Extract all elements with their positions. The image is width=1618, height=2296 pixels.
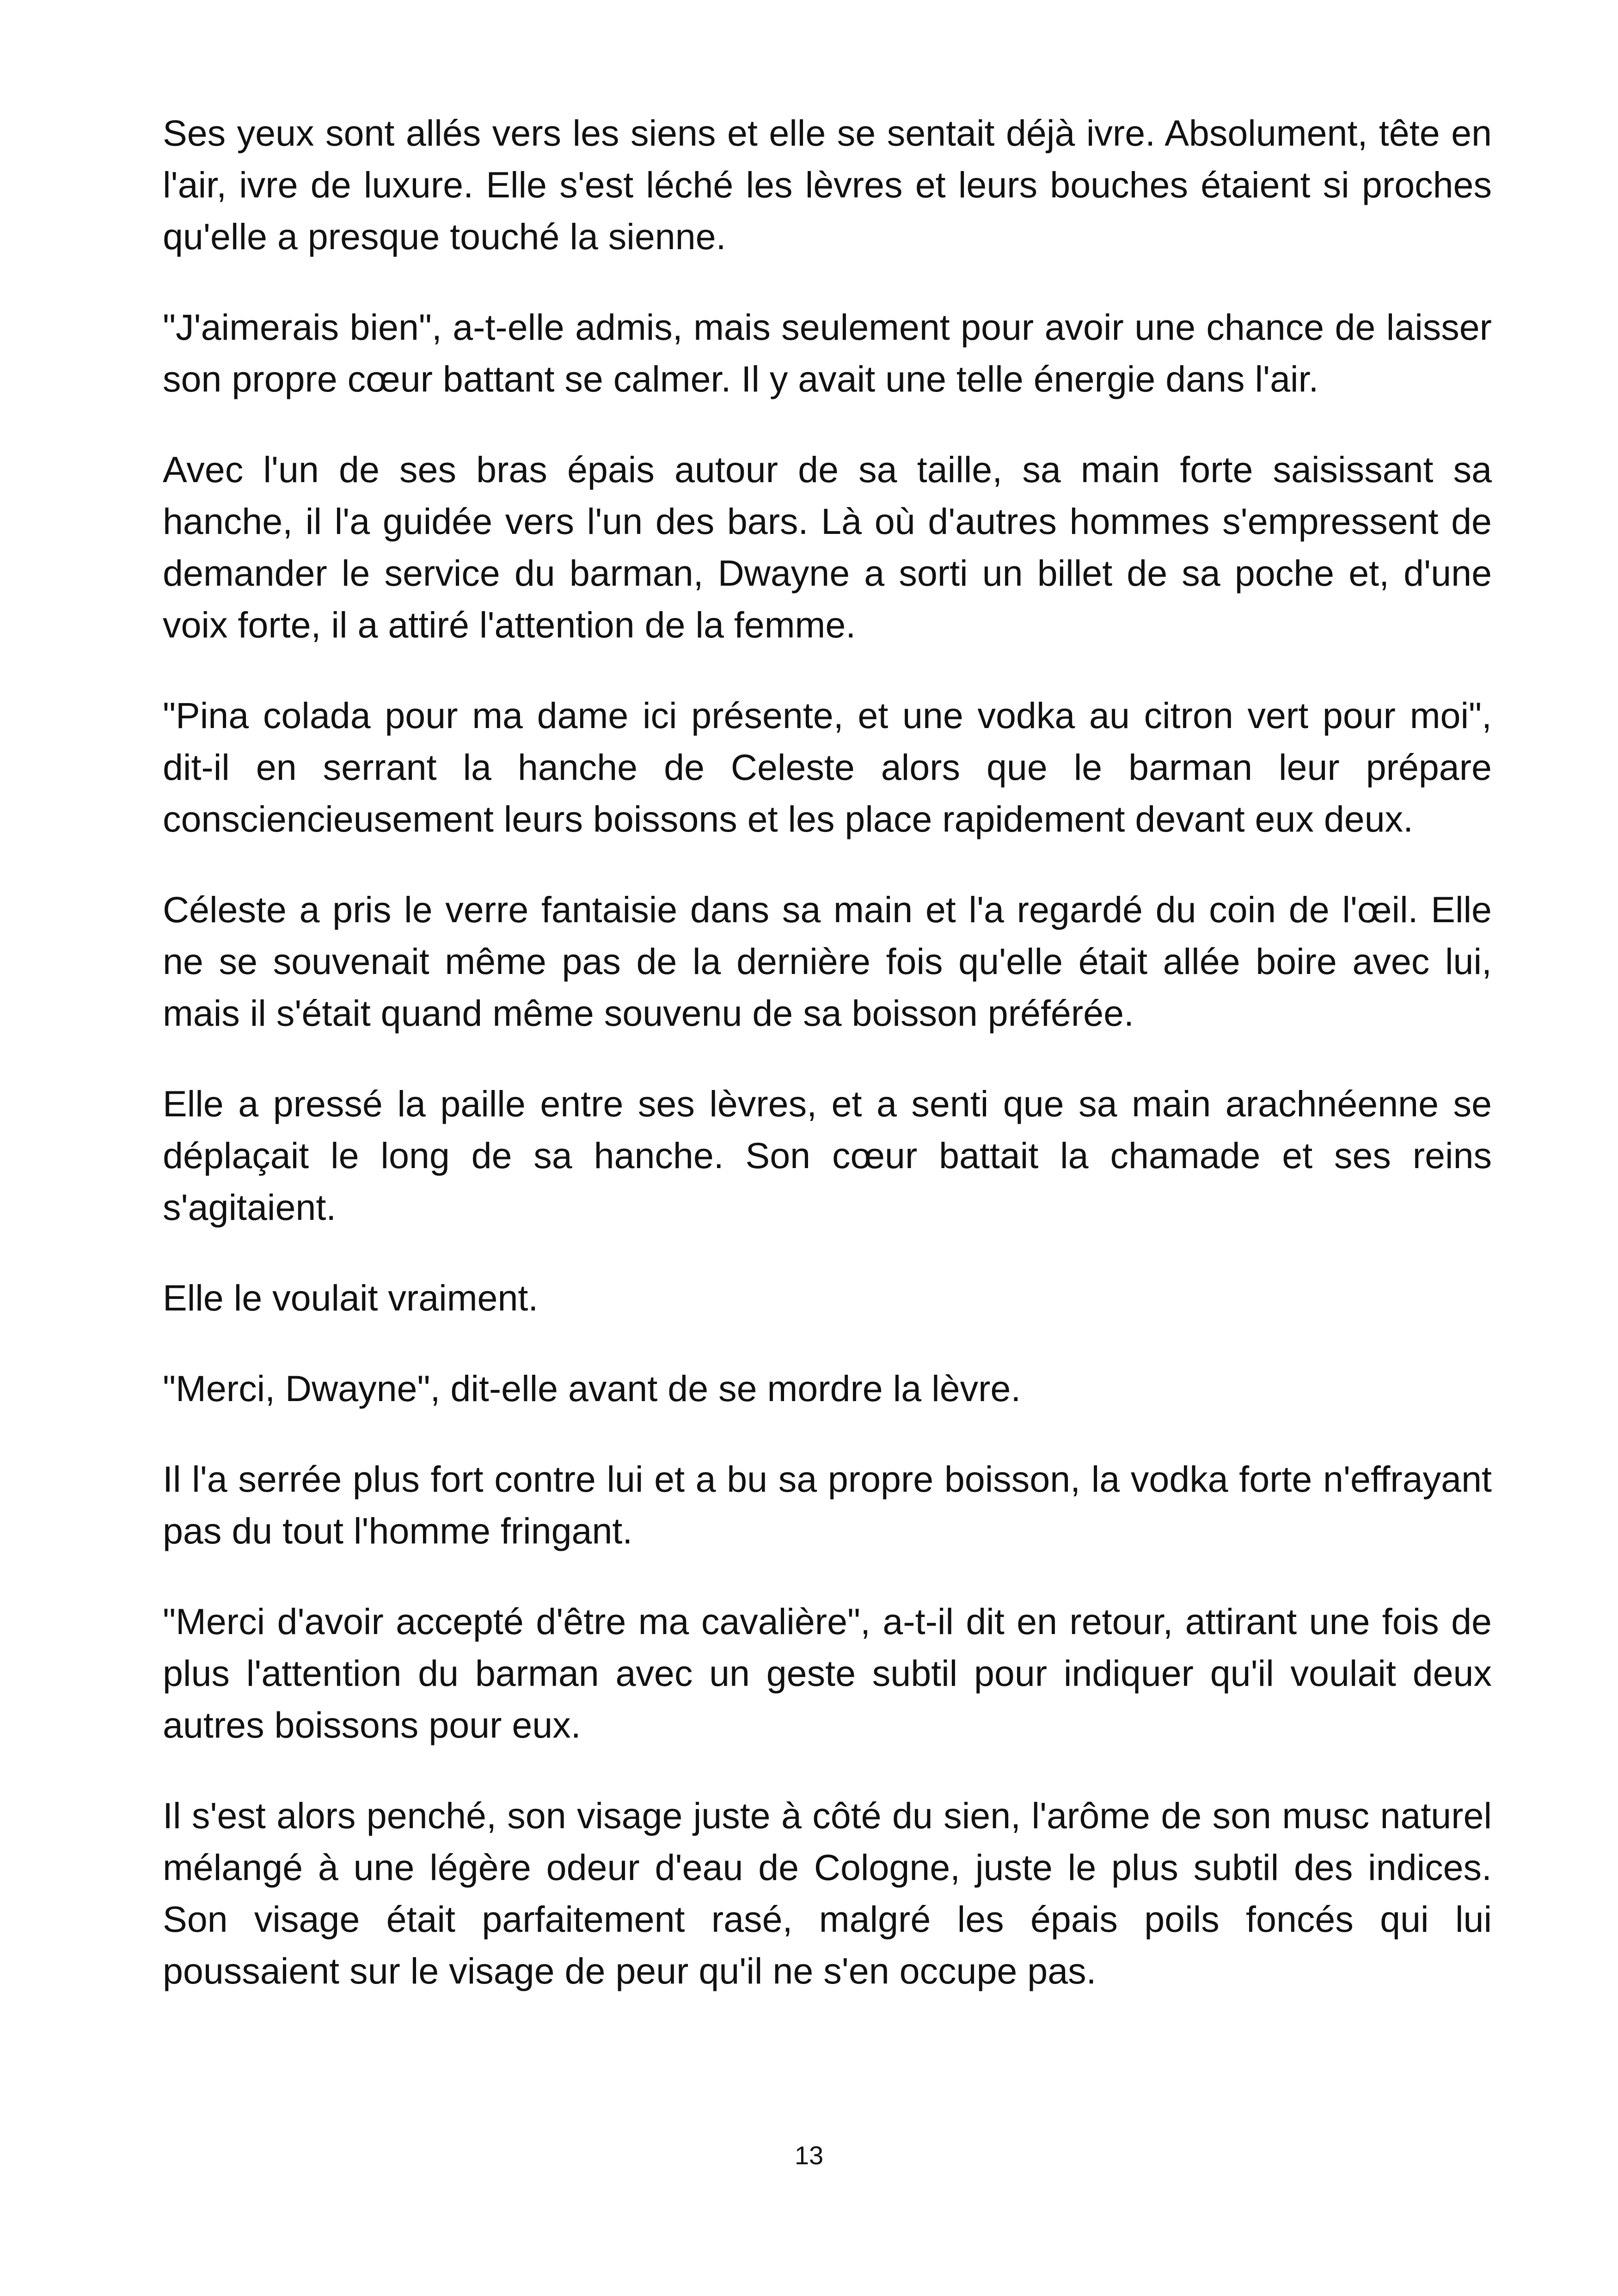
paragraph: "Merci d'avoir accepté d'être ma cavalière", a-t-il dit en retour, attirant une fois de plus l'attention du barman avec un geste subtil pour indiquer qu'il voulait deux autres boissons pour eux. — [163, 1601, 1492, 1745]
paragraph: Elle le voulait vraiment. — [163, 1277, 539, 1318]
paragraph: "J'aimerais bien", a-t-elle admis, mais seulement pour avoir une chance de laisser son propre cœur battant se calmer. Il y avait une telle énergie dans l'air. — [163, 306, 1492, 399]
paragraph: "Pina colada pour ma dame ici présente, et une vodka au citron vert pour moi", dit-il en serrant la hanche de Celeste alors que le barman leur prépare consciencieusement leurs boissons et les place rapidement devant eux deux. — [163, 695, 1492, 839]
paragraph: Avec l'un de ses bras épais autour de sa taille, sa main forte saisissant sa hanche, il l'a guidée vers l'un des bars. Là où d'autres hommes s'empressent de demander le service du barman, Dwayne a sorti un billet de sa poche et, d'une voix forte, il a attiré l'attention de la femme. — [163, 449, 1492, 645]
paragraph: Il s'est alors penché, son visage juste à côté du sien, l'arôme de son musc naturel mélangé à une légère odeur d'eau de Cologne, juste le plus subtil des indices. Son visage était parfaitement rasé, malgré les épais poils foncés qui lui poussaient sur le visage de peur qu'il ne s'en occupe pas. — [163, 1795, 1492, 1991]
body-text — [163, 107, 1492, 2036]
paragraph: Il l'a serrée plus fort contre lui et a bu sa propre boisson, la vodka forte n'effrayant pas du tout l'homme fringant. — [163, 1458, 1492, 1551]
paragraph: Elle a pressé la paille entre ses lèvres, et a senti que sa main arachnéenne se déplaçait le long de sa hanche. Son cœur battait la chamade et ses reins s'agitaient. — [163, 1083, 1492, 1228]
paragraph: Céleste a pris le verre fantaisie dans sa main et l'a regardé du coin de l'œil. Elle ne se souvenait même pas de la dernière fois qu'elle était allée boire avec lui, mais il s'était quand même souvenu de sa boisson préférée. — [163, 889, 1492, 1034]
paragraph: Ses yeux sont allés vers les siens et elle se sentait déjà ivre. Absolument, tête en l'air, ivre de luxure. Elle s'est léché les lèvres et leurs bouches étaient si proches qu'elle a presque touché la sienne. — [163, 112, 1492, 257]
paragraph: "Merci, Dwayne", dit-elle avant de se mordre la lèvre. — [163, 1368, 1021, 1409]
page-number: 13 — [794, 2141, 824, 2170]
